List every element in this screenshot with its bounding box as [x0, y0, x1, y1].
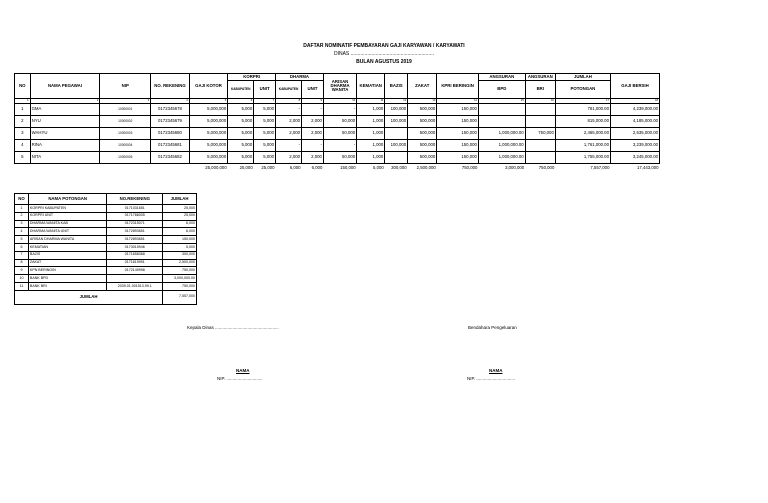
cell-nama: NYU — [30, 116, 100, 128]
cell-no: 1 — [15, 104, 31, 116]
cell-bri — [525, 104, 555, 116]
header-korpri: KORPRI — [228, 74, 276, 81]
potongan-cell-nama: KPN BERINGIN — [28, 267, 107, 275]
potongan-cell-no: 1 — [15, 205, 29, 213]
total-gaji-bersih: 17,443,000 — [636, 164, 659, 170]
header-bazis: BAZIS — [385, 74, 408, 99]
potongan-row — [15, 259, 197, 267]
total-dharma-unit: 6,000 — [311, 164, 323, 170]
cell-bpd: 1,000,000.00 — [478, 140, 525, 152]
payroll-table — [14, 73, 660, 172]
cell-baz: 100,000 — [385, 116, 408, 128]
cell-ar: 50,000 — [323, 116, 356, 128]
cell-kpri: 150,000 — [437, 152, 479, 164]
totals-row — [15, 164, 660, 173]
cell-du: - — [302, 140, 324, 152]
column-number: 5 — [189, 99, 227, 104]
table-row — [15, 152, 660, 164]
potongan-cell-nama: ZAKAT — [28, 259, 107, 267]
cell-bersih: 4,239,000.00 — [610, 104, 659, 116]
total-potongan: 7,557,000 — [590, 164, 610, 170]
table-row — [15, 104, 660, 116]
potongan-row — [15, 243, 197, 251]
column-number: 15 — [478, 99, 525, 104]
cell-dk: 2,000 — [276, 116, 302, 128]
cell-bersih: 2,535,000.00 — [610, 128, 659, 140]
cell-gaji: 5,000,000 — [189, 152, 227, 164]
cell-ku: 5,000 — [254, 116, 276, 128]
cell-dk: - — [276, 140, 302, 152]
column-number: 13 — [408, 99, 437, 104]
potongan-row — [15, 282, 197, 290]
header-kpri: KPRI BERINGIN — [437, 74, 479, 99]
total-gaji: 25,000,000 — [205, 164, 227, 170]
header-jumlah: JUMLAH — [555, 74, 610, 81]
cell-dk: - — [276, 104, 302, 116]
column-number: 3 — [100, 99, 151, 104]
kepala-dinas-name: NAMA — [236, 368, 250, 373]
cell-zak: 500,000 — [408, 140, 437, 152]
potongan-cell-nama: DHARMA WANITA KAB — [28, 220, 107, 228]
header-row-1 — [15, 74, 660, 81]
cell-rek: 0172345678 — [151, 104, 189, 116]
cell-rek: 0172345682 — [151, 152, 189, 164]
potongan-cell-nama: DHARMA WANITA UNIT — [28, 228, 107, 236]
cell-pot: 1,761,000.00 — [555, 140, 610, 152]
cell-kpri: 150,000 — [437, 104, 479, 116]
potongan-cell-jumlah: 750,000 — [163, 282, 197, 290]
cell-ar: - — [323, 104, 356, 116]
potongan-cell-rek: 0171766005 — [107, 212, 163, 220]
total-korpri-unit: 25,000 — [261, 164, 275, 170]
total-bazis: 300,000 — [391, 164, 407, 170]
column-number: 16 — [525, 99, 555, 104]
cell-pot: 1,755,000.00 — [555, 152, 610, 164]
column-number: 6 — [228, 99, 254, 104]
cell-kk: 5,000 — [228, 116, 254, 128]
cell-no: 3 — [15, 128, 31, 140]
header-angsuran-bpd: ANGSURAN — [478, 74, 525, 81]
cell-bersih: 3,245,000.00 — [610, 152, 659, 164]
header-dharma-unit: UNIT — [302, 81, 324, 99]
cell-kpri: 150,000 — [437, 140, 479, 152]
cell-ku: 5,000 — [254, 140, 276, 152]
cell-nip: 10000004 — [100, 140, 151, 152]
potongan-row — [15, 228, 197, 236]
total-zakat: 2,500,000 — [416, 164, 436, 170]
potongan-cell-jumlah: 150,000 — [163, 236, 197, 244]
cell-ar: 50,000 — [323, 152, 356, 164]
header-arisan: ARISAN DHARMA WANITA — [323, 74, 356, 99]
total-korpri-kab: 25,000 — [239, 164, 253, 170]
cell-bri — [525, 152, 555, 164]
cell-bpd: 1,000,000.00 — [478, 152, 525, 164]
column-number: 18 — [610, 99, 659, 104]
cell-bpd — [478, 104, 525, 116]
potongan-row — [15, 220, 197, 228]
cell-bri: 750,000 — [525, 128, 555, 140]
potongan-cell-rek: 0172893651 — [107, 236, 163, 244]
potongan-row — [15, 251, 197, 259]
potongan-header-jumlah: JUMLAH — [163, 194, 197, 205]
potongan-cell-jumlah: 300,000 — [163, 251, 197, 259]
column-number: 4 — [151, 99, 189, 104]
potongan-cell-jumlah: 750,000 — [163, 267, 197, 275]
total-bri: 750,000 — [538, 164, 555, 170]
potongan-cell-rek: 0172893651 — [107, 228, 163, 236]
cell-no: 2 — [15, 116, 31, 128]
potongan-total-label: JUMLAH — [15, 290, 163, 304]
potongan-row — [15, 267, 197, 275]
cell-kem: 1,000 — [357, 140, 385, 152]
header-dharma: DHARMA — [276, 74, 324, 81]
total-bpd: 3,000,000 — [505, 164, 525, 170]
potongan-cell-rek: 0173015946 — [107, 243, 163, 251]
potongan-cell-no: 3 — [15, 220, 29, 228]
cell-du: 2,000 — [302, 116, 324, 128]
cell-bri — [525, 140, 555, 152]
header-bpd: BPD — [478, 81, 525, 99]
potongan-header-rek: NO.REKENING — [107, 194, 163, 205]
potongan-total-row — [15, 290, 197, 304]
column-number: 8 — [276, 99, 302, 104]
cell-kem: 1,000 — [357, 152, 385, 164]
column-number: 7 — [254, 99, 276, 104]
cell-kpri: 150,000 — [437, 128, 479, 140]
cell-nip: 10000005 — [100, 152, 151, 164]
cell-pot: 2,465,000.00 — [555, 128, 610, 140]
cell-ar: 50,000 — [323, 128, 356, 140]
kepala-dinas-nip: NIP. ............................. — [217, 376, 263, 381]
column-number: 2 — [30, 99, 100, 104]
cell-bpd: 1,000,000.00 — [478, 128, 525, 140]
potongan-cell-rek: 0171658368 — [107, 251, 163, 259]
cell-nama: WAHYU — [30, 128, 100, 140]
cell-kem: 1,000 — [357, 128, 385, 140]
potongan-cell-jumlah: 2,500,000 — [163, 259, 197, 267]
cell-kem: 1,000 — [357, 104, 385, 116]
cell-nama: RINA — [30, 140, 100, 152]
potongan-cell-nama: KORPRI KABUPATEN — [28, 205, 107, 213]
potongan-cell-rek: 0171031651 — [107, 205, 163, 213]
potongan-cell-jumlah: 3,000,000.00 — [163, 275, 197, 283]
total-dharma-kab: 6,000 — [289, 164, 301, 170]
header-korpri-unit: UNIT — [254, 81, 276, 99]
kepala-dinas-title: Kepala Dinas ................................................... — [187, 325, 279, 330]
cell-gaji: 5,000,000 — [189, 116, 227, 128]
column-number: 14 — [437, 99, 479, 104]
cell-ku: 5,000 — [254, 104, 276, 116]
potongan-cell-nama: KORPRI UNIT — [28, 212, 107, 220]
header-kematian: KEMATIAN — [357, 74, 385, 99]
header-gaji-kotor: GAJI KOTOR — [189, 74, 227, 99]
cell-bersih: 4,185,000.00 — [610, 116, 659, 128]
cell-dk: 2,000 — [276, 128, 302, 140]
cell-nama: NITA — [30, 152, 100, 164]
header-rekening: NO. REKENING — [151, 74, 189, 99]
cell-kpri: 150,000 — [437, 116, 479, 128]
header-korpri-kab: KABUPATEN — [228, 81, 254, 99]
potongan-row — [15, 236, 197, 244]
total-kematian: 5,000 — [373, 164, 384, 170]
potongan-cell-no: 6 — [15, 243, 29, 251]
column-number: 9 — [302, 99, 324, 104]
potongan-header-no: NO — [15, 194, 29, 205]
cell-rek: 0172345680 — [151, 128, 189, 140]
potongan-cell-no: 8 — [15, 259, 29, 267]
cell-rek: 0172345679 — [151, 116, 189, 128]
cell-baz — [385, 128, 408, 140]
potongan-row — [15, 205, 197, 213]
cell-ku: 5,000 — [254, 128, 276, 140]
potongan-cell-no: 10 — [15, 275, 29, 283]
cell-bpd — [478, 116, 525, 128]
potongan-cell-jumlah: 25,000 — [163, 205, 197, 213]
cell-no: 4 — [15, 140, 31, 152]
potongan-cell-jumlah: 5,000 — [163, 243, 197, 251]
dinas-line: DINAS ............................................................ — [333, 51, 435, 57]
cell-pot: 815,000.00 — [555, 116, 610, 128]
potongan-cell-jumlah: 25,000 — [163, 212, 197, 220]
header-nip: NIP — [100, 74, 151, 99]
cell-ar: - — [323, 140, 356, 152]
potongan-row — [15, 212, 197, 220]
cell-kk: 5,000 — [228, 152, 254, 164]
potongan-header-row — [15, 194, 197, 205]
cell-gaji: 5,000,000 — [189, 128, 227, 140]
potongan-row — [15, 275, 197, 283]
potongan-cell-rek: 0172149998 — [107, 267, 163, 275]
header-angsuran-bri: ANGSURAN — [525, 74, 555, 81]
total-kpri: 750,000 — [461, 164, 478, 170]
document-title: DAFTAR NOMINATIF PEMBAYARAN GAJI KARYAWAN / KARYAWATI — [303, 43, 465, 49]
potongan-cell-nama: BANK BRI — [28, 282, 107, 290]
potongan-cell-no: 7 — [15, 251, 29, 259]
cell-kk: 5,000 — [228, 140, 254, 152]
column-number: 17 — [555, 99, 610, 104]
cell-bersih: 3,239,000.00 — [610, 140, 659, 152]
potongan-header-nama: NAMA POTONGAN — [28, 194, 107, 205]
cell-ku: 5,000 — [254, 152, 276, 164]
column-number: 10 — [323, 99, 356, 104]
cell-nip: 10000002 — [100, 116, 151, 128]
potongan-cell-rek: 0171619991 — [107, 259, 163, 267]
header-dharma-kab: KABUPATEN — [276, 81, 302, 99]
header-no: NO — [15, 74, 31, 99]
cell-kem: 1,000 — [357, 116, 385, 128]
bendahara-title: Bendahara Pengeluaran — [468, 325, 517, 330]
potongan-cell-no: 5 — [15, 236, 29, 244]
cell-pot: 761,000.00 — [555, 104, 610, 116]
header-nama: NAMA PEGAWAI — [30, 74, 100, 99]
potongan-cell-no: 4 — [15, 228, 29, 236]
cell-du: 2,000 — [302, 128, 324, 140]
header-bri: BRI — [525, 81, 555, 99]
cell-gaji: 5,000,000 — [189, 140, 227, 152]
column-number: 1 — [15, 99, 31, 104]
cell-zak: 500,000 — [408, 104, 437, 116]
potongan-cell-rek — [107, 275, 163, 283]
cell-baz: 100,000 — [385, 104, 408, 116]
cell-zak: 500,000 — [408, 116, 437, 128]
potongan-cell-no: 11 — [15, 282, 29, 290]
cell-zak: 500,000 — [408, 128, 437, 140]
period-label: BULAN AGUSTUS 2019 — [356, 59, 412, 65]
cell-no: 5 — [15, 152, 31, 164]
header-gaji-bersih: GAJI BERSIH — [610, 74, 659, 99]
potongan-cell-jumlah: 6,000 — [163, 220, 197, 228]
cell-bri — [525, 116, 555, 128]
potongan-cell-nama: BAZIS — [28, 251, 107, 259]
potongan-cell-nama: ARISAN DHARMA WANITA — [28, 236, 107, 244]
potongan-cell-rek: 0172315071 — [107, 220, 163, 228]
column-number: 11 — [357, 99, 385, 104]
header-zakat: ZAKAT — [408, 74, 437, 99]
cell-zak: 500,000 — [408, 152, 437, 164]
cell-gaji: 5,000,000 — [189, 104, 227, 116]
potongan-total-value: 7,557,000 — [163, 290, 197, 304]
cell-du: - — [302, 104, 324, 116]
table-row — [15, 128, 660, 140]
table-row — [15, 116, 660, 128]
bendahara-nip: NIP. ............................... — [467, 376, 516, 381]
cell-dk: 2,000 — [276, 152, 302, 164]
table-row — [15, 140, 660, 152]
cell-nip: 10000003 — [100, 128, 151, 140]
potongan-cell-nama: KEMATIAN — [28, 243, 107, 251]
potongan-cell-no: 9 — [15, 267, 29, 275]
bendahara-name: NAMA — [489, 368, 503, 373]
potongan-cell-nama: BANK BPD — [28, 275, 107, 283]
cell-nama: GMA — [30, 104, 100, 116]
potongan-table — [14, 193, 197, 305]
column-number: 12 — [385, 99, 408, 104]
potongan-cell-no: 2 — [15, 212, 29, 220]
cell-rek: 0172345681 — [151, 140, 189, 152]
cell-baz — [385, 152, 408, 164]
cell-du: 2,000 — [302, 152, 324, 164]
cell-kk: 5,000 — [228, 128, 254, 140]
total-arisan: 150,000 — [340, 164, 356, 170]
cell-baz: 100,000 — [385, 140, 408, 152]
potongan-cell-rek: 2039.01.001513.99.1 — [107, 282, 163, 290]
header-potongan: POTONGAN — [555, 81, 610, 99]
cell-kk: 5,000 — [228, 104, 254, 116]
potongan-cell-jumlah: 6,000 — [163, 228, 197, 236]
cell-nip: 10000001 — [100, 104, 151, 116]
